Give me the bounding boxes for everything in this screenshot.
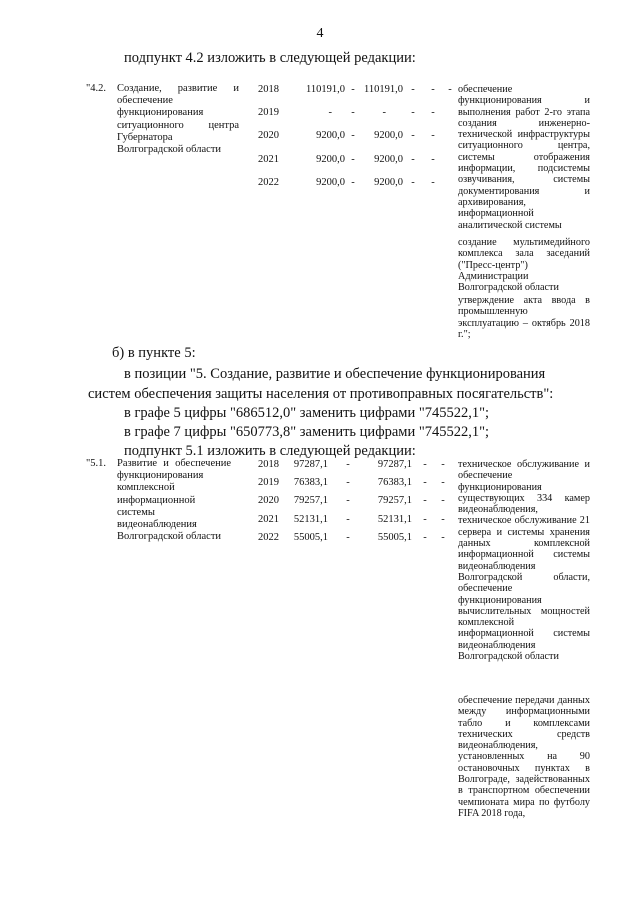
year-cell: 2020 xyxy=(258,495,279,506)
text-b: б) в пункте 5: xyxy=(112,345,196,361)
item-number: "5.1. xyxy=(86,458,107,469)
dash-cell: - xyxy=(431,130,435,141)
dash-cell: - xyxy=(411,107,415,118)
dash-cell: - xyxy=(441,495,445,506)
regional-cell: 52131,1 xyxy=(377,514,412,525)
dash-cell: - xyxy=(346,495,350,506)
dash-cell: - xyxy=(431,107,435,118)
year-cell: 2022 xyxy=(258,177,279,188)
total-cell: 97287,1 xyxy=(293,459,328,470)
total-cell: 9200,0 xyxy=(316,177,345,188)
regional-cell: 110191,0 xyxy=(364,84,403,95)
regional-cell: 9200,0 xyxy=(374,177,403,188)
dash-cell: - xyxy=(411,154,415,165)
result-text: техническое обслуживание и обеспечение функционирования существующих 334 камер видеонаблюдения, техническое обслуживание 21 сервера и системы хранения данных комплексной информационной системы видеонаблюдения Волгоградской области, обеспечение функционирования вычислительных мощностей комплексной информационной системы видеонаблюдения Волгоградской области xyxy=(458,459,590,663)
regional-cell: 55005,1 xyxy=(377,532,412,543)
dash-cell: - xyxy=(441,459,445,470)
regional-cell: 9200,0 xyxy=(374,130,403,141)
year-cell: 2018 xyxy=(258,459,279,470)
dash-cell: - xyxy=(431,177,435,188)
dash-column xyxy=(446,84,454,95)
dash-cell: - xyxy=(411,130,415,141)
result-text: обеспечение функционирования и выполнения работ 2-го этапа создания инженерно-технической инфраструктуры ситуационного центра, системы отображения информации, подсистемы озвучивания, системы документирования и архивирования, информационной аналитической системы xyxy=(458,84,590,231)
item-title: Развитие и обеспечение функционирования комплексной информационной системы видеонаблюдения Волгоградской области xyxy=(117,458,231,543)
dash-cell: - xyxy=(441,477,445,488)
result-text: утверждение акта ввода в промышленную эксплуатацию – октябрь 2018 г."; xyxy=(458,295,590,340)
dash-cell: - xyxy=(423,459,427,470)
page-number: 4 xyxy=(316,26,324,41)
regional-cell: - xyxy=(382,107,386,118)
year-cell: 2022 xyxy=(258,532,279,543)
dash-cell: - xyxy=(351,107,355,118)
dash-cell: - xyxy=(423,514,427,525)
year-cell: 2021 xyxy=(258,154,279,165)
year-cell: 2018 xyxy=(258,84,279,95)
result-text: обеспечение передачи данных между информационными табло и комплексами технических средств видеонаблюдения, установленных на 90 остановочных пунктах в Волгограде, задействованных в транспортном обеспечении чемпионата мира по футболу FIFA 2018 года, xyxy=(458,695,590,819)
dash-cell: - xyxy=(346,459,350,470)
dash-cell: - xyxy=(441,514,445,525)
total-cell: 52131,1 xyxy=(293,514,328,525)
dash-cell: - xyxy=(351,177,355,188)
text-column-7: в графе 7 цифры "650773,8" заменить цифрами "745522,1"; xyxy=(124,424,490,440)
total-cell: - xyxy=(328,107,332,118)
dash-cell: - xyxy=(431,84,435,95)
dash-cell: - xyxy=(346,477,350,488)
total-cell: 9200,0 xyxy=(316,130,345,141)
dash-cell: - xyxy=(411,84,415,95)
dash-cell: - xyxy=(423,532,427,543)
total-cell: 9200,0 xyxy=(316,154,345,165)
dash-cell: - xyxy=(351,130,355,141)
item-title: Создание, развитие и обеспечение функционирования ситуационного центра Губернатора Волгоградской области xyxy=(117,83,239,156)
year-cell: 2019 xyxy=(258,107,279,118)
dash-cell: - xyxy=(423,477,427,488)
text-position-line-1: в позиции "5. Создание, развитие и обеспечение функционирования xyxy=(124,366,546,382)
dash-cell: - xyxy=(441,532,445,543)
text-column-5: в графе 5 цифры "686512,0" заменить цифрами "745522,1"; xyxy=(124,405,490,421)
result-text: создание мультимедийного комплекса зала заседаний ("Пресс-центр") Администрации Волгоградской области xyxy=(458,237,590,294)
dash-cell: - xyxy=(423,495,427,506)
year-cell: 2021 xyxy=(258,514,279,525)
dash-cell: - xyxy=(351,84,355,95)
dash: - xyxy=(448,84,452,95)
text-subitem-5-1: подпункт 5.1 изложить в следующей редакции: xyxy=(124,443,416,459)
year-cell: 2020 xyxy=(258,130,279,141)
dash-cell: - xyxy=(346,514,350,525)
total-cell: 79257,1 xyxy=(293,495,328,506)
dash-cell: - xyxy=(351,154,355,165)
total-cell: 76383,1 xyxy=(293,477,328,488)
dash-cell: - xyxy=(431,154,435,165)
total-cell: 110191,0 xyxy=(306,84,345,95)
dash-cell: - xyxy=(346,532,350,543)
item-number: "4.2. xyxy=(86,83,107,94)
regional-cell: 97287,1 xyxy=(377,459,412,470)
intro-line: подпункт 4.2 изложить в следующей редакции: xyxy=(124,50,416,66)
text-position-line-2: систем обеспечения защиты населения от противоправных посягательств": xyxy=(88,386,554,402)
regional-cell: 79257,1 xyxy=(377,495,412,506)
year-cell: 2019 xyxy=(258,477,279,488)
regional-cell: 76383,1 xyxy=(377,477,412,488)
regional-cell: 9200,0 xyxy=(374,154,403,165)
total-cell: 55005,1 xyxy=(293,532,328,543)
dash-cell: - xyxy=(411,177,415,188)
